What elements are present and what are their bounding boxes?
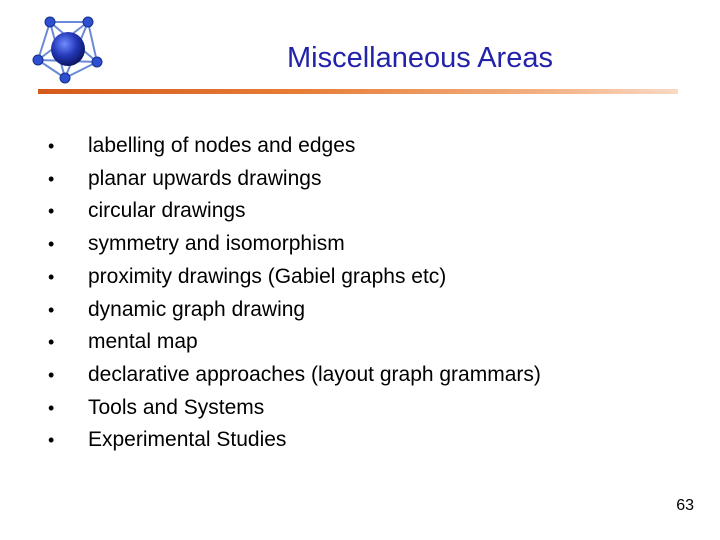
- list-item: [48, 392, 541, 425]
- bullet-icon: •: [48, 332, 55, 353]
- list-item-text: labelling of nodes and edges: [88, 134, 356, 157]
- slide-title: Miscellaneous Areas: [287, 42, 553, 74]
- bullet-icon: •: [48, 201, 55, 222]
- list-item: [48, 130, 541, 163]
- list-item: [48, 424, 541, 457]
- list-item: [48, 261, 541, 294]
- list-item: [48, 163, 541, 196]
- bullet-icon: •: [48, 430, 55, 451]
- list-item-text: Tools and Systems: [88, 395, 265, 419]
- bullet-icon: •: [48, 136, 55, 156]
- list-item-text: declarative approaches (layout graph grammars): [88, 362, 541, 386]
- bullet-list: [48, 130, 541, 457]
- title-divider: [38, 89, 678, 94]
- list-item-text: mental map: [88, 330, 198, 354]
- list-item: [48, 228, 541, 261]
- list-item: [48, 359, 541, 392]
- list-item-text: dynamic graph drawing: [88, 297, 306, 321]
- bullet-icon: •: [48, 299, 55, 320]
- bullet-icon: •: [48, 168, 55, 189]
- list-item-text: Experimental Studies: [88, 428, 287, 452]
- graph-network-logo-icon: [30, 12, 110, 86]
- bullet-icon: •: [48, 266, 55, 287]
- page-number: 63: [676, 497, 694, 514]
- list-item: [48, 326, 541, 359]
- list-item-text: circular drawings: [88, 199, 246, 223]
- bullet-icon: •: [48, 234, 55, 255]
- list-item-text: symmetry and isomorphism: [88, 232, 345, 256]
- list-item: [48, 294, 541, 327]
- list-item: [48, 195, 541, 228]
- list-item-text: planar upwards drawings: [88, 166, 322, 190]
- bullet-icon: •: [48, 397, 55, 418]
- bullet-icon: •: [48, 364, 55, 385]
- list-item-text: proximity drawings (Gabiel graphs etc): [88, 264, 447, 288]
